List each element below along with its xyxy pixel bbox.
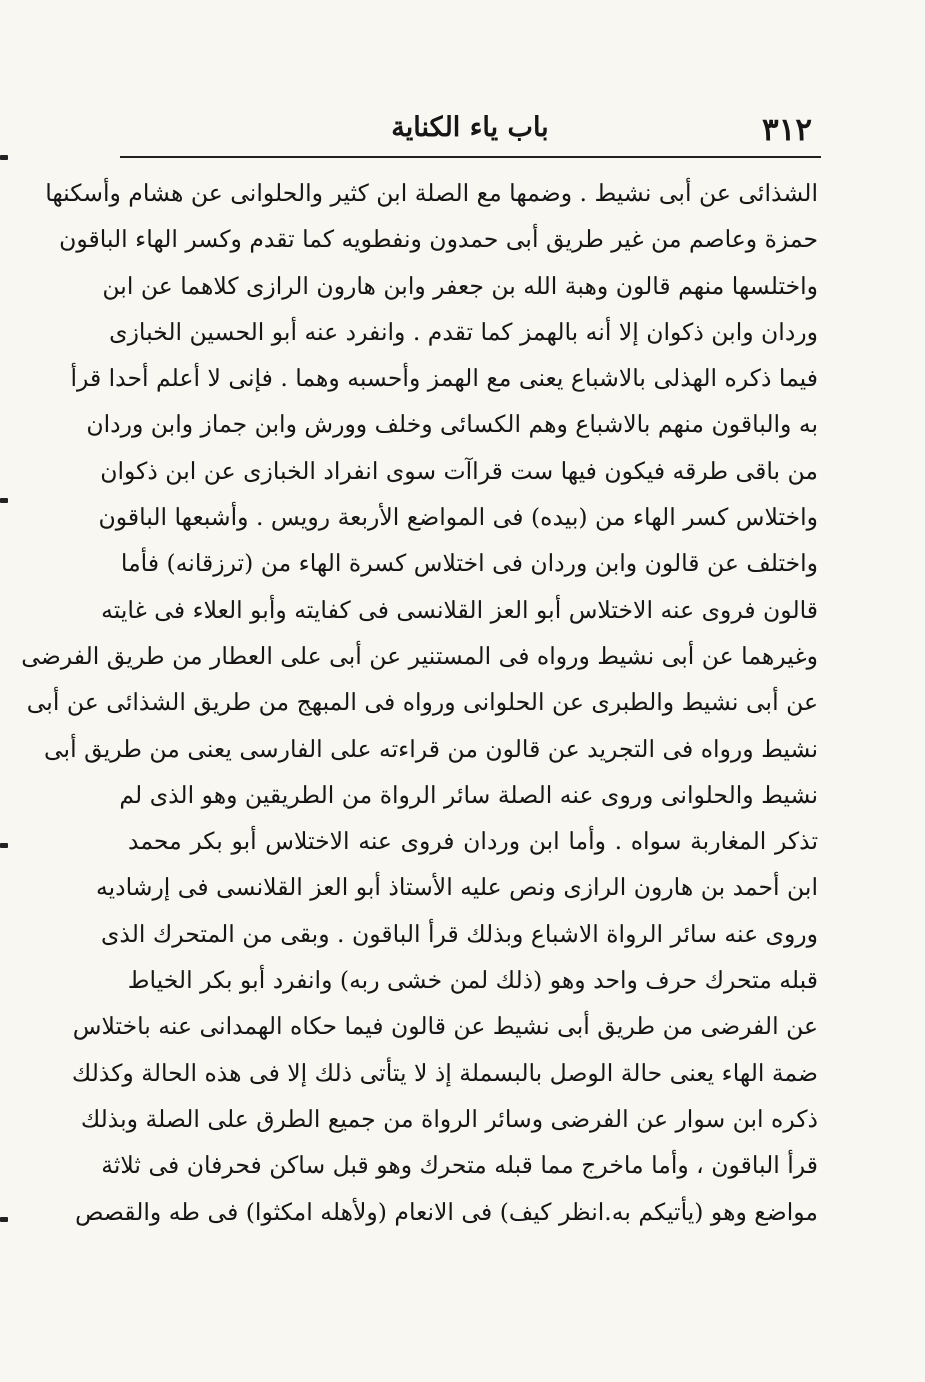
text-line: به والباقون منهم بالاشباع وهم الكسائى وخلف وورش وابن جماز وابن وردان xyxy=(86,410,818,439)
page-header xyxy=(120,106,820,158)
text-line: ذكره ابن سوار عن الفرضى وسائر الرواة من جميع الطرق على الصلة وبذلك xyxy=(80,1104,818,1133)
text-line: قالون فروى عنه الاختلاس أبو العز القلانسى فى كفايته وأبو العلاء فى غايته xyxy=(101,595,818,624)
chapter-title: باب ياء الكناية xyxy=(391,112,549,143)
text-line: حمزة وعاصم من غير طريق أبى حمدون ونفطويه كما تقدم وكسر الهاء الباقون xyxy=(59,225,818,254)
text-line: واختلسها منهم قالون وهبة الله بن جعفر وابن هارون الرازى كلاهما عن ابن xyxy=(102,271,818,300)
text-line: واختلاس كسر الهاء من (بيده) فى المواضع الأربعة رويس . وأشبعها الباقون xyxy=(98,503,818,532)
text-line: ابن أحمد بن هارون الرازى ونص عليه الأستاذ أبو العز القلانسى فى إرشاديه xyxy=(96,873,818,902)
text-line: مواضع وهو (يأتيكم به.انظر كيف) فى الانعام (ولأهله امكثوا) فى طه والقصص xyxy=(75,1197,818,1226)
header-rule xyxy=(120,156,821,158)
margin-mark xyxy=(0,843,8,848)
text-line: وروى عنه سائر الرواة الاشباع وبذلك قرأ الباقون . وبقى من المتحرك الذى xyxy=(101,919,818,948)
text-line: فيما ذكره الهذلى بالاشباع يعنى مع الهمز وأحسبه وهما . فإنى لا أعلم أحدا قرأ xyxy=(70,364,818,393)
text-line: من باقى طرقه فيكون فيها ست قراآت سوى انفراد الخبازى عن ابن ذكوان xyxy=(100,456,818,485)
text-line: نشيط والحلوانى وروى عنه الصلة سائر الرواة من الطريقين وهو الذى لم xyxy=(119,780,818,809)
text-line: عن أبى نشيط والطبرى عن الحلوانى ورواه فى المبهج من طريق الشذائى عن أبى xyxy=(26,688,818,717)
page-number: ٣١٢ xyxy=(762,112,812,148)
text-line: قرأ الباقون ، وأما ماخرج مما قبله متحرك وهو قبل ساكن فحرفان فى ثلاثة xyxy=(101,1151,818,1180)
text-line: وردان وابن ذكوان إلا أنه بالهمز كما تقدم . وانفرد عنه أبو الحسين الخبازى xyxy=(109,317,818,346)
text-line: وغيرهما عن أبى نشيط ورواه فى المستنير عن أبى على العطار من طريق الفرضى xyxy=(21,641,818,670)
text-line: واختلف عن قالون وابن وردان فى اختلاس كسرة الهاء من (ترزقانه) فأما xyxy=(120,549,818,578)
margin-mark xyxy=(0,498,8,503)
text-line: الشذائى عن أبى نشيط . وضمها مع الصلة ابن كثير والحلوانى عن هشام وأسكنها xyxy=(45,179,818,207)
body-text xyxy=(21,170,818,1235)
margin-mark xyxy=(0,1217,8,1222)
text-line: ضمة الهاء يعنى حالة الوصل بالبسملة إذ لا يتأتى ذلك إلا فى هذه الحالة وكذلك xyxy=(71,1058,818,1087)
text-line: قبله متحرك حرف واحد وهو (ذلك لمن خشى ربه) وانفرد أبو بكر الخياط xyxy=(127,966,818,995)
text-line: عن الفرضى من طريق أبى نشيط عن قالون فيما حكاه الهمدانى عنه باختلاس xyxy=(72,1012,818,1041)
text-line: تذكر المغاربة سواه . وأما ابن وردان فروى عنه الاختلاس أبو بكر محمد xyxy=(128,827,818,856)
text-line: نشيط ورواه فى التجريد عن قالون من قراءته على الفارسى يعنى من طريق أبى xyxy=(43,734,818,763)
margin-mark xyxy=(0,155,8,160)
